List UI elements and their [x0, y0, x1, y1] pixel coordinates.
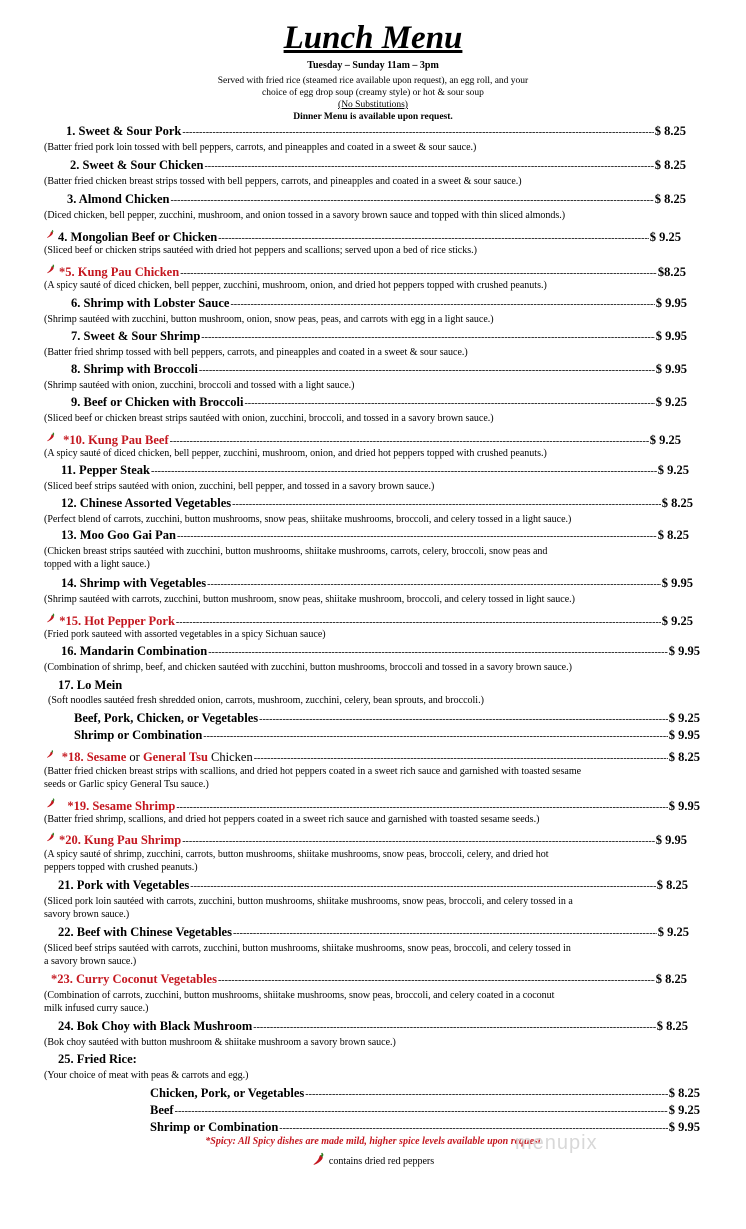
menu-item [58, 1019, 688, 1034]
pepper-legend [0, 1152, 746, 1167]
menu-subitem [150, 1086, 700, 1101]
menu-title: Lunch Menu [283, 20, 463, 56]
menu-item [46, 611, 693, 629]
leader-dots [233, 928, 657, 939]
item-description: (Batter fried shrimp, scallions, and dried hot peppers coated in a sweet rich sauce and garnished with toasted sesame seeds.) [44, 814, 540, 825]
menu-item [71, 362, 687, 377]
leader-dots [177, 531, 657, 542]
subitem-price: $ 9.95 [668, 728, 700, 742]
item-price: $8.25 [657, 265, 686, 279]
item-name: *15. Hot Pepper Pork [59, 614, 175, 628]
menu-item [71, 395, 687, 410]
menu-item [46, 830, 687, 848]
item-description: (Shrimp sautéed with carrots, zucchini, button mushroom, snow peas, shiitake mushroom, broccoli, and celery tossed in light sauce.) [44, 594, 575, 605]
leader-dots [182, 836, 655, 847]
item-name: 16. Mandarin Combination [61, 644, 208, 658]
item-description: (Batter fried chicken breast strips tossed with bell peppers, carrots, and pineapples and coated in a sweet & sour sauce.) [44, 176, 522, 187]
item-price: $ 9.25 [649, 433, 681, 447]
item-name: *19. Sesame Shrimp [67, 799, 176, 813]
item-name: 22. Beef with Chinese Vegetables [58, 925, 232, 939]
item-description-line2: savory brown sauce.) [44, 909, 130, 920]
item-price: $ 9.25 [657, 463, 689, 477]
item-description: (Fried pork sauteed with assorted vegetables in a spicy Sichuan sauce) [44, 629, 326, 640]
item-name: 17. Lo Mein [58, 678, 123, 692]
chili-pepper-icon [312, 1152, 326, 1166]
item-price: $ 9.95 [655, 329, 687, 343]
item-price: $ 9.95 [655, 296, 687, 310]
subitem-name: Chicken, Pork, or Vegetables [150, 1086, 305, 1100]
chili-pepper-icon [46, 227, 55, 241]
menu-item [61, 496, 693, 511]
item-description-line2: a savory brown sauce.) [44, 956, 137, 967]
item-name: 6. Shrimp with Lobster Sauce [71, 296, 230, 310]
item-price: $ 8.25 [654, 124, 686, 138]
leader-dots [199, 365, 655, 376]
item-description: (Shrimp sautéed with zucchini, button mushroom, onion, snow peas, peas, and carrots with egg in a light sauce.) [44, 314, 494, 325]
leader-dots [208, 647, 668, 658]
item-price: $ 8.25 [661, 496, 693, 510]
item-description-line1: (Sliced beef strips sautéed with carrots, zucchini, button mushrooms, shiitake mushrooms, snow peas, broccoli, and celery tossed in [44, 943, 571, 954]
item-description: (Combination of shrimp, beef, and chicken sautéed with zucchini, button mushrooms, broccoli and tossed in a savory brown sauce.) [44, 662, 572, 673]
leader-dots [170, 436, 649, 447]
menu-hours: Tuesday – Sunday 11am – 3pm [307, 60, 439, 71]
menu-item [46, 227, 681, 245]
item-description: (Soft noodles sautéed fresh shredded onion, carrots, mushroom, zucchini, celery, bean sprouts, and broccoli.) [48, 695, 484, 706]
menu-subitem [150, 1120, 700, 1135]
item-price: $ 9.95 [668, 644, 700, 658]
leader-dots [218, 233, 649, 244]
item-name: 11. Pepper Steak [61, 463, 151, 477]
leader-dots [305, 1089, 667, 1100]
chili-pepper-icon [46, 747, 55, 761]
leader-dots [230, 299, 654, 310]
leader-dots [151, 466, 657, 477]
item-name: 13. Moo Goo Gai Pan [61, 528, 176, 542]
pepper-legend-text: contains dried red peppers [328, 1156, 435, 1167]
menu-item [46, 796, 700, 814]
menu-item [61, 644, 700, 659]
served-with-line1: Served with fried rice (steamed rice available upon request), an egg roll, and your [217, 76, 529, 86]
subitem-price: $ 9.25 [668, 711, 700, 725]
leader-dots [254, 753, 668, 764]
leader-dots [244, 398, 654, 409]
item-description: (Sliced beef or chicken strips sautéed with dried hot peppers and scallions; served upon a bed of rice sticks.) [44, 245, 477, 256]
item-name: 24. Bok Choy with Black Mushroom [58, 1019, 253, 1033]
item-price: $ 9.95 [655, 833, 687, 847]
item-price: $ 9.95 [655, 362, 687, 376]
menu-item [58, 878, 688, 893]
item-name: 1. Sweet & Sour Pork [66, 124, 182, 138]
leader-dots [232, 499, 661, 510]
item-description-line1: (A spicy sauté of shrimp, zucchini, carrots, button mushrooms, shiitake mushrooms, snow peas, broccoli, celery, and dried hot [44, 849, 549, 860]
item-price: $ 8.25 [654, 158, 686, 172]
item-description: (Batter fried pork loin tossed with bell peppers, carrots, and pineapples and coated in a sweet & sour sauce.) [44, 142, 477, 153]
item-name: 9. Beef or Chicken with Broccoli [71, 395, 244, 409]
item-name: *23. Curry Coconut Vegetables [51, 972, 217, 986]
item-price: $ 8.25 [654, 192, 686, 206]
item-description-line2: topped with a light sauce.) [44, 559, 150, 570]
item-name: *5. Kung Pau Chicken [59, 265, 180, 279]
menu-item [51, 972, 687, 987]
item-description-line1: (Batter fried chicken breast strips with scallions, and dried hot peppers coated in a sweet rich sauce and garnished with toasted sesame [44, 766, 582, 777]
item-price: $ 9.25 [655, 395, 687, 409]
menu-item [61, 576, 693, 591]
leader-dots [170, 195, 653, 206]
leader-dots [190, 881, 656, 892]
leader-dots [176, 802, 667, 813]
subitem-price: $ 8.25 [668, 1086, 700, 1100]
menu-item [67, 192, 686, 207]
item-name: *10. Kung Pau Beef [63, 433, 169, 447]
menu-item [71, 296, 687, 311]
item-name: *20. Kung Pau Shrimp [58, 833, 182, 847]
subitem-name: Shrimp or Combination [74, 728, 203, 742]
menu-item [61, 463, 689, 478]
subitem-price: $ 9.25 [668, 1103, 700, 1117]
served-with-line2: choice of egg drop soup (creamy style) or hot & sour soup [262, 88, 484, 98]
menu-item [46, 430, 681, 448]
item-name: 3. Almond Chicken [67, 192, 170, 206]
item-name: 8. Shrimp with Broccoli [71, 362, 198, 376]
item-description-line2: milk infused curry sauce.) [44, 1003, 149, 1014]
spicy-note: *Spicy: All Spicy dishes are made mild, higher spice levels available upon request [205, 1136, 541, 1147]
item-price: $ 9.25 [661, 614, 693, 628]
leader-dots [207, 579, 661, 590]
item-name: *18. Sesame or General Tsu Chicken [61, 750, 253, 764]
menu-item [66, 124, 686, 139]
item-name: 25. Fried Rice: [58, 1052, 137, 1066]
item-description-line1: (Sliced pork loin sautéed with carrots, zucchini, button mushrooms, shiitake mushrooms, snow peas, broccoli, and celery tossed in a [44, 896, 573, 907]
item-name: 2. Sweet & Sour Chicken [70, 158, 204, 172]
leader-dots [182, 127, 653, 138]
item-price: $ 8.25 [668, 750, 700, 764]
subitem-name: Beef [150, 1103, 174, 1117]
leader-dots [175, 1106, 668, 1117]
chili-pepper-icon [46, 830, 56, 844]
item-description: (Bok choy sautéed with button mushroom & shiitake mushroom a savory brown sauce.) [44, 1037, 396, 1048]
item-name: 7. Sweet & Sour Shrimp [71, 329, 201, 343]
subitem-name: Shrimp or Combination [150, 1120, 279, 1134]
leader-dots [204, 161, 653, 172]
item-price: $ 9.95 [668, 799, 700, 813]
leader-dots [259, 714, 668, 725]
item-price: $ 8.25 [655, 972, 687, 986]
watermark: menupix [515, 1132, 598, 1154]
subitem-name: Beef, Pork, Chicken, or Vegetables [74, 711, 259, 725]
menu-subitem [74, 711, 700, 726]
leader-dots [176, 617, 661, 628]
item-name: 14. Shrimp with Vegetables [61, 576, 207, 590]
item-price: $ 9.25 [657, 925, 689, 939]
item-description: (Shrimp sautéed with onion, zucchini, broccoli and tossed with a light sauce.) [44, 380, 355, 391]
menu-item [70, 158, 686, 173]
menu-subitem [150, 1103, 700, 1118]
item-price: $ 8.25 [656, 878, 688, 892]
chili-pepper-icon [46, 796, 56, 810]
item-description-line1: (Combination of carrots, zucchini, button mushrooms, shiitake mushrooms, snow peas, broccoli, and celery coated in a coconut [44, 990, 555, 1001]
dinner-note: Dinner Menu is available upon request. [293, 112, 453, 122]
menu-item [71, 329, 687, 344]
chili-pepper-icon [46, 430, 56, 444]
item-description: (Your choice of meat with peas & carrots and egg.) [44, 1070, 249, 1081]
menu-item [58, 1052, 137, 1067]
item-price: $ 8.25 [657, 528, 689, 542]
no-substitutions: (No Substitutions) [338, 100, 408, 110]
leader-dots [279, 1123, 667, 1134]
item-name: 4. Mongolian Beef or Chicken [58, 230, 218, 244]
item-description-line1: (Chicken breast strips sautéed with zucchini, button mushrooms, shiitake mushrooms, carrots, celery, broccoli, snow peas and [44, 546, 548, 557]
menu-item [61, 528, 689, 543]
item-name: 21. Pork with Vegetables [58, 878, 190, 892]
chili-pepper-icon [46, 611, 56, 625]
leader-dots [201, 332, 654, 343]
item-description: (Batter fried shrimp tossed with bell peppers, carrots, and pineapples and coated in a sweet & sour sauce.) [44, 347, 468, 358]
menu-item [46, 262, 686, 280]
leader-dots [218, 975, 655, 986]
menu-subitem [74, 728, 700, 743]
item-description-line2: seeds or Garlic spicy General Tsu sauce.) [44, 779, 209, 790]
menu-item [46, 747, 700, 765]
leader-dots [203, 731, 667, 742]
chili-pepper-icon [46, 262, 56, 276]
leader-dots [253, 1022, 656, 1033]
item-description: (Perfect blend of carrots, zucchini, button mushrooms, snow peas, shiitake mushrooms, broccoli, and celery tossed in a light sauce.) [44, 514, 572, 525]
item-description: (A spicy sauté of diced chicken, bell pepper, zucchini, mushroom, onion, and dried hot peppers topped with crushed peanuts.) [44, 280, 547, 291]
item-price: $ 9.95 [661, 576, 693, 590]
item-description: (Diced chicken, bell pepper, zucchini, mushroom, and onion tossed in a savory brown sauce and topped with thin sliced almonds.) [44, 210, 566, 221]
subitem-price: $ 9.95 [668, 1120, 700, 1134]
item-name: 12. Chinese Assorted Vegetables [61, 496, 232, 510]
item-description: (A spicy sauté of diced chicken, bell pepper, zucchini, mushroom, onion, and dried hot peppers topped with crushed peanuts.) [44, 448, 547, 459]
item-description-line2: peppers topped with crushed peanuts.) [44, 862, 198, 873]
item-description: (Sliced beef or chicken breast strips sautéed with onion, zucchini, broccoli, and tossed in a savory brown sauce.) [44, 413, 494, 424]
item-price: $ 8.25 [656, 1019, 688, 1033]
leader-dots [180, 268, 657, 279]
item-description: (Sliced beef strips sautéed with onion, zucchini, bell pepper, and tossed in a savory brown sauce.) [44, 481, 435, 492]
menu-item [58, 925, 689, 940]
item-price: $ 9.25 [649, 230, 681, 244]
menu-item [58, 678, 122, 693]
